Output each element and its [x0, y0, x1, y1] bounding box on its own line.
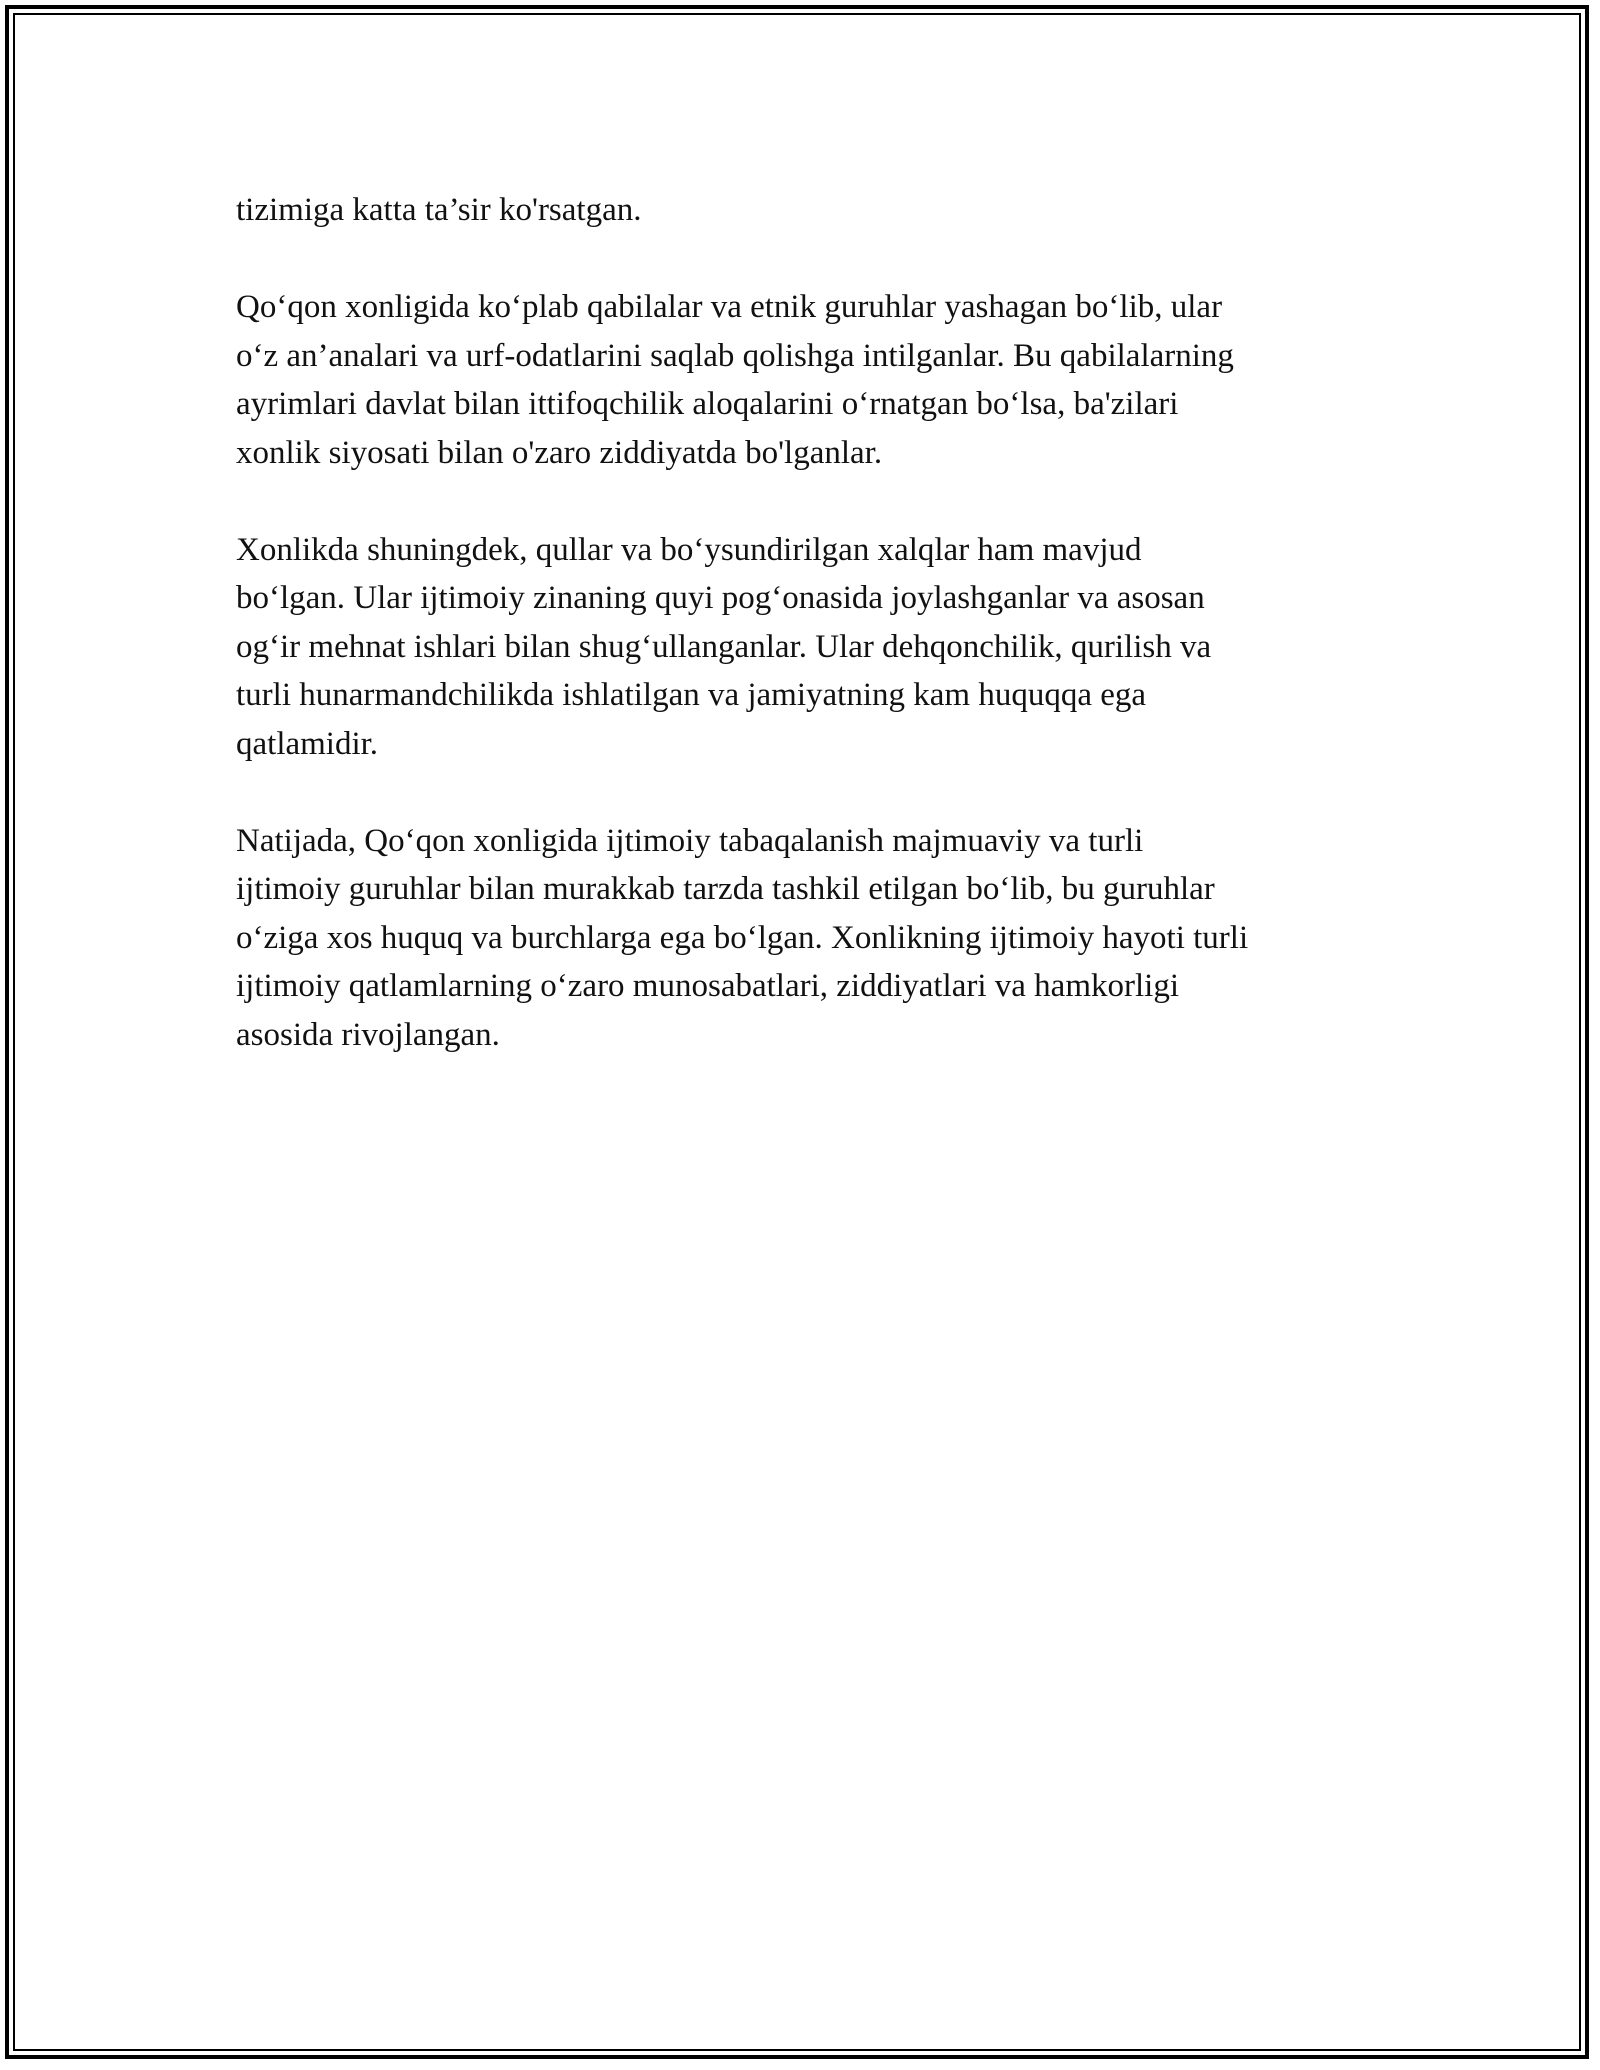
text-line: Natijada, Qo‘qon xonligida ijtimoiy tabaqalanish majmuaviy va turli — [236, 822, 1144, 859]
text-line: o‘ziga xos huquq va burchlarga ega bo‘lgan. Xonlikning ijtimoiy hayoti turli — [236, 919, 1249, 956]
text-line: xonlik siyosati bilan o'zaro ziddiyatda bo'lganlar. — [236, 434, 883, 471]
text-line: asosida rivojlangan. — [236, 1016, 500, 1053]
document-body — [236, 186, 1376, 1108]
text-line: og‘ir mehnat ishlari bilan shug‘ullanganlar. Ular dehqonchilik, qurilish va — [236, 628, 1212, 665]
text-line: bo‘lgan. Ular ijtimoiy zinaning quyi pog‘onasida joylashganlar va asosan — [236, 580, 1205, 616]
paragraph-3 — [236, 526, 1376, 769]
paragraph-4 — [236, 817, 1376, 1060]
paragraph-2 — [236, 283, 1376, 477]
text-line: turli hunarmandchilikda ishlatilgan va jamiyatning kam huquqqa ega — [236, 677, 1147, 713]
text-line: ijtimoiy guruhlar bilan murakkab tarzda tashkil etilgan bo‘lib, bu guruhlar — [236, 871, 1215, 907]
text-line: ijtimoiy qatlamlarning o‘zaro munosabatlari, ziddiyatlari va hamkorligi — [236, 968, 1179, 1004]
text-line: Qo‘qon xonligida ko‘plab qabilalar va etnik guruhlar yashagan bo‘lib, ular — [236, 289, 1223, 325]
text-line: qatlamidir. — [236, 725, 379, 762]
text-line: ayrimlari davlat bilan ittifoqchilik aloqalarini o‘rnatgan bo‘lsa, ba'zilari — [236, 386, 1179, 422]
text-line: tizimiga katta ta’sir ko'rsatgan. — [236, 192, 642, 228]
text-line: Xonlikda shuningdek, qullar va bo‘ysundirilgan xalqlar ham mavjud — [236, 531, 1142, 568]
paragraph-1 — [236, 186, 1376, 235]
text-line: o‘z an’analari va urf-odatlarini saqlab qolishga intilganlar. Bu qabilalarning — [236, 337, 1234, 374]
